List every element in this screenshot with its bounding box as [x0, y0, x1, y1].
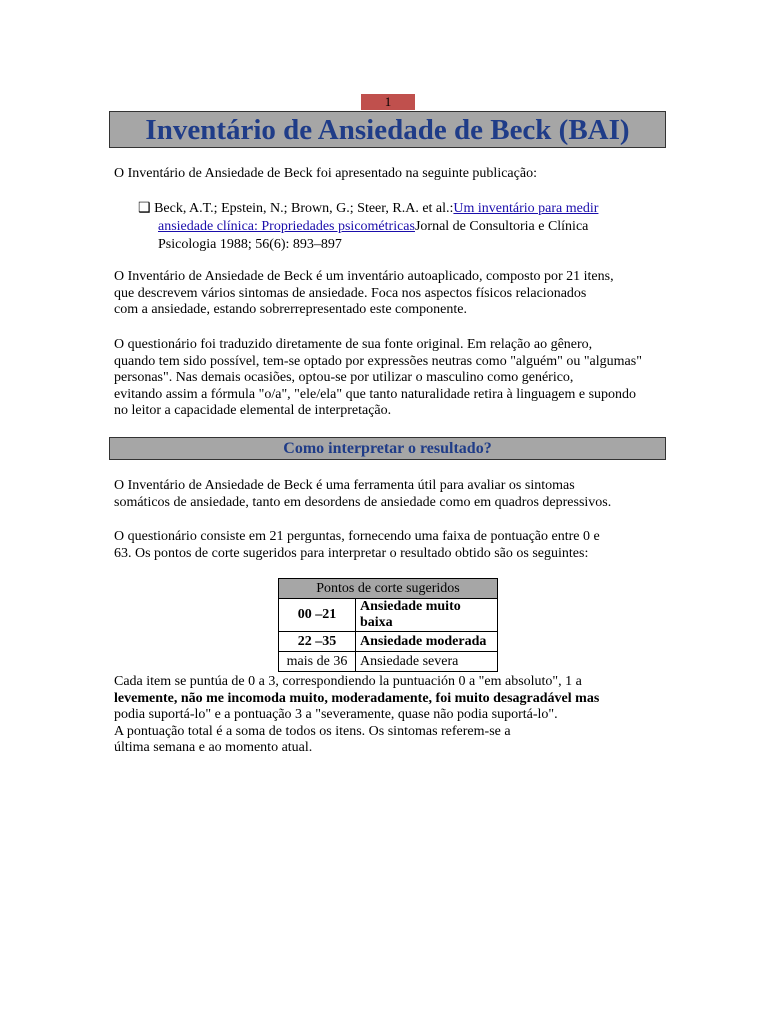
table-cell-label: Ansiedade moderada — [356, 632, 498, 652]
table-header: Pontos de corte sugeridos — [279, 579, 498, 599]
citation-journal-cont: Psicologia 1988; 56(6): 893–897 — [158, 237, 342, 252]
table-row — [279, 632, 498, 652]
table-cell-range: mais de 36 — [279, 652, 356, 672]
citation — [138, 200, 678, 254]
text-line: evitando assim a fórmula "o/a", "ele/ela" que tanto naturalidade retira à linguagem e supondo — [114, 386, 637, 402]
text-line: A pontuação total é a soma de todos os itens. Os sintomas referem-se a — [114, 723, 511, 739]
citation-journal: Jornal de Consultoria e Clínica — [414, 219, 589, 234]
text-line: podia suportá-lo" e a pontuação 3 a "severamente, quase não podia suportá-lo". — [114, 707, 558, 722]
title-banner — [109, 111, 666, 148]
text-line: personas". Nas demais ocasiões, optou-se por utilizar o masculino como genérico, — [114, 370, 574, 385]
intro-text: O Inventário de Ansiedade de Beck foi apresentado na seguinte publicação: — [114, 166, 537, 181]
table-cell-range: 22 –35 — [279, 632, 356, 652]
text-line: 63. Os pontos de corte sugeridos para interpretar o resultado obtido são os seguintes: — [114, 545, 589, 561]
paragraph-4 — [114, 529, 674, 562]
page-title: Inventário de Ansiedade de Beck (BAI) — [145, 114, 630, 146]
text-line-bold: levemente, não me incomoda muito, moderadamente, foi muito desagradável mas — [114, 690, 600, 706]
text-line: somáticos de ansiedade, tanto em desordens de ansiedade como em quadros depressivos. — [114, 494, 612, 510]
page-number: 1 — [361, 94, 415, 110]
citation-link-cont[interactable]: ansiedade clínica: Propriedades psicométricas — [158, 219, 415, 234]
table-row — [279, 599, 498, 632]
text-line: O questionário consiste em 21 perguntas, fornecendo uma faixa de pontuação entre 0 e — [114, 529, 600, 544]
text-line: última semana e ao momento atual. — [114, 740, 313, 755]
paragraph-2 — [114, 337, 674, 420]
paragraph-1 — [114, 269, 674, 319]
section-banner — [109, 437, 666, 460]
citation-authors: Beck, A.T.; Epstein, N.; Brown, G.; Steer, R.A. et al.: — [150, 201, 454, 216]
text-line: no leitor a capacidade elemental de interpretação. — [114, 403, 392, 418]
text-line: O Inventário de Ansiedade de Beck é um inventário autoaplicado, composto por 21 itens, — [114, 269, 614, 284]
text-line: com a ansiedade, estando sobrerrepresentado este componente. — [114, 302, 467, 317]
table-header-row — [279, 579, 498, 599]
text-line: que descrevem vários sintomas de ansiedade. Foca nos aspectos físicos relacionados — [114, 285, 587, 301]
section-title: Como interpretar o resultado? — [283, 440, 492, 457]
paragraph-3 — [114, 478, 674, 511]
table-cell-label: Ansiedade severa — [356, 652, 498, 672]
cutoff-table — [278, 578, 498, 672]
table-row — [279, 652, 498, 672]
text-line: O questionário foi traduzido diretamente de sua fonte original. Em relação ao gênero, — [114, 337, 593, 352]
table-cell-label: Ansiedade muito baixa — [356, 599, 498, 632]
text-line: quando tem sido possível, tem-se optado por expressões neutras como "alguém" ou "algumas" — [114, 353, 642, 369]
paragraph-5 — [114, 674, 674, 757]
citation-link[interactable]: Um inventário para medir — [453, 201, 599, 216]
bullet-icon: ❑ — [138, 201, 151, 216]
table-cell-range: 00 –21 — [279, 599, 356, 632]
text-line: Cada item se puntúa de 0 a 3, correspondiendo la puntuación 0 a "em absoluto", 1 a — [114, 674, 582, 689]
text-line: O Inventário de Ansiedade de Beck é uma ferramenta útil para avaliar os sintomas — [114, 478, 575, 493]
